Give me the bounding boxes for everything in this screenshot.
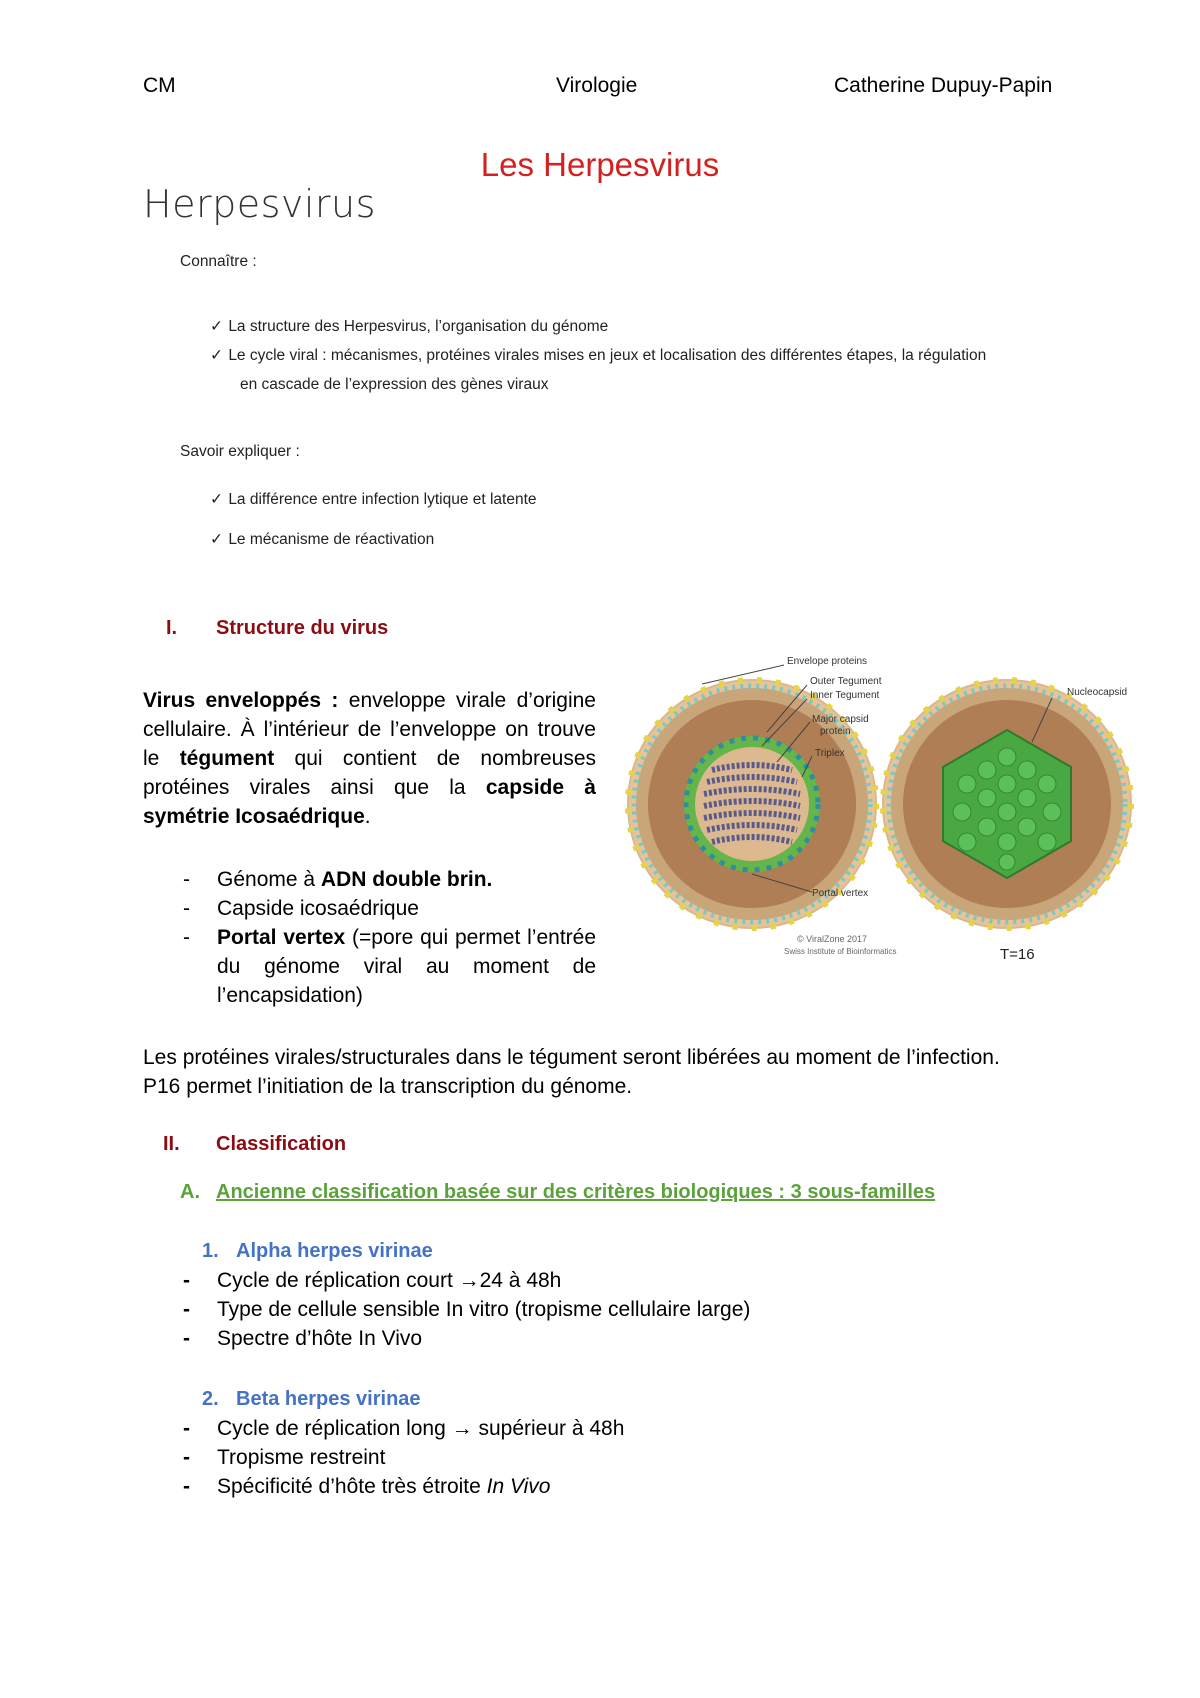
alpha-item: Type de cellule sensible In vitro (tropisme cellulaire large) (217, 1298, 751, 1321)
label-portal: Portal vertex (812, 888, 869, 899)
check-icon: ✓ (210, 491, 223, 508)
check-icon: ✓ (210, 347, 223, 364)
family-number: 2. (202, 1388, 219, 1410)
bullet-dash: - (183, 897, 190, 920)
section-title: Classification (216, 1133, 347, 1155)
credit-line-2: Swiss Institute of Bioinformatics (784, 947, 897, 956)
section-number: II. (163, 1133, 180, 1155)
explain-item: ✓ Le mécanisme de réactivation (210, 531, 435, 548)
p16-sentence: P16 permet l’initiation de la transcription du génome. (143, 1075, 633, 1098)
bullet-dash: - (183, 1298, 190, 1321)
bullet-dash: - (183, 1269, 190, 1292)
virion-nucleocapsid-view (883, 680, 1131, 928)
bullet-dash: - (183, 926, 190, 949)
alpha-item: Spectre d’hôte In Vivo (217, 1327, 423, 1350)
check-icon: ✓ (210, 531, 223, 548)
alpha-item: Cycle de réplication court →24 à 48h (217, 1269, 562, 1292)
label-nucleocapsid: Nucleocapsid (1067, 687, 1128, 698)
beta-item: Spécificité d’hôte très étroite In Vivo (217, 1475, 551, 1498)
bullet-dash: - (183, 1417, 190, 1440)
beta-item: Cycle de réplication long → supérieur à 48h (217, 1417, 625, 1440)
label-inner: Inner Tegument (810, 690, 880, 701)
triangulation-number: T=16 (1000, 946, 1035, 963)
tegument-sentence: Les protéines virales/structurales dans le tégument seront libérées au moment de l’infection. (143, 1046, 1000, 1069)
bullet-portal: Portal vertex (=pore qui permet l’entrée du génome viral au moment de l’encapsidation) (217, 926, 597, 1007)
herpesvirus-structure-figure (612, 652, 1152, 972)
objectives-heading: Herpesvirus (143, 182, 376, 226)
know-item: ✓ La structure des Herpesvirus, l’organisation du génome (210, 318, 609, 335)
know-item: ✓ Le cycle viral : mécanismes, protéines virales mises en jeux et localisation des différentes étapes, la régulation (210, 347, 987, 364)
bullet-capsid: Capside icosaédrique (217, 897, 419, 920)
label-envelope: Envelope proteins (787, 656, 868, 667)
label-major-1: Major capsid (812, 714, 869, 725)
bullet-dash: - (183, 1327, 190, 1350)
bullet-dash: - (183, 1446, 190, 1469)
label-outer: Outer Tegument (810, 676, 882, 687)
subsection-letter: A. (180, 1181, 200, 1203)
subsection-title: Ancienne classification basée sur des critères biologiques : 3 sous-familles (216, 1181, 936, 1203)
section-number: I. (166, 617, 178, 639)
beta-item: Tropisme restreint (217, 1446, 386, 1469)
bullet-dash: - (183, 1475, 190, 1498)
intro-paragraph: Virus enveloppés : enveloppe virale d’origine cellulaire. À l’intérieur de l’enveloppe on trouve le tégument qui contient de nombreuses protéines virales ainsi que la capside à symétrie Icosaédrique. (143, 689, 596, 828)
header-left: CM (143, 74, 176, 97)
family-number: 1. (202, 1240, 219, 1262)
family-title: Alpha herpes virinae (236, 1240, 433, 1262)
check-icon: ✓ (210, 318, 223, 335)
header-right: Catherine Dupuy-Papin (834, 74, 1053, 97)
credit-line-1: © ViralZone 2017 (797, 934, 868, 944)
bullet-genome: Génome à ADN double brin. (217, 868, 493, 891)
label-triplex: Triplex (815, 748, 845, 759)
header-center: Virologie (556, 74, 638, 97)
explain-label: Savoir expliquer : (180, 443, 300, 460)
know-item-continued: en cascade de l’expression des gènes viraux (240, 376, 549, 393)
know-label: Connaître : (180, 253, 257, 270)
explain-item: ✓ La différence entre infection lytique et latente (210, 491, 537, 508)
family-title: Beta herpes virinae (236, 1388, 421, 1410)
label-major-2: protein (820, 726, 851, 737)
page-title: Les Herpesvirus (480, 146, 720, 183)
section-title: Structure du virus (216, 617, 389, 639)
bullet-dash: - (183, 868, 190, 891)
